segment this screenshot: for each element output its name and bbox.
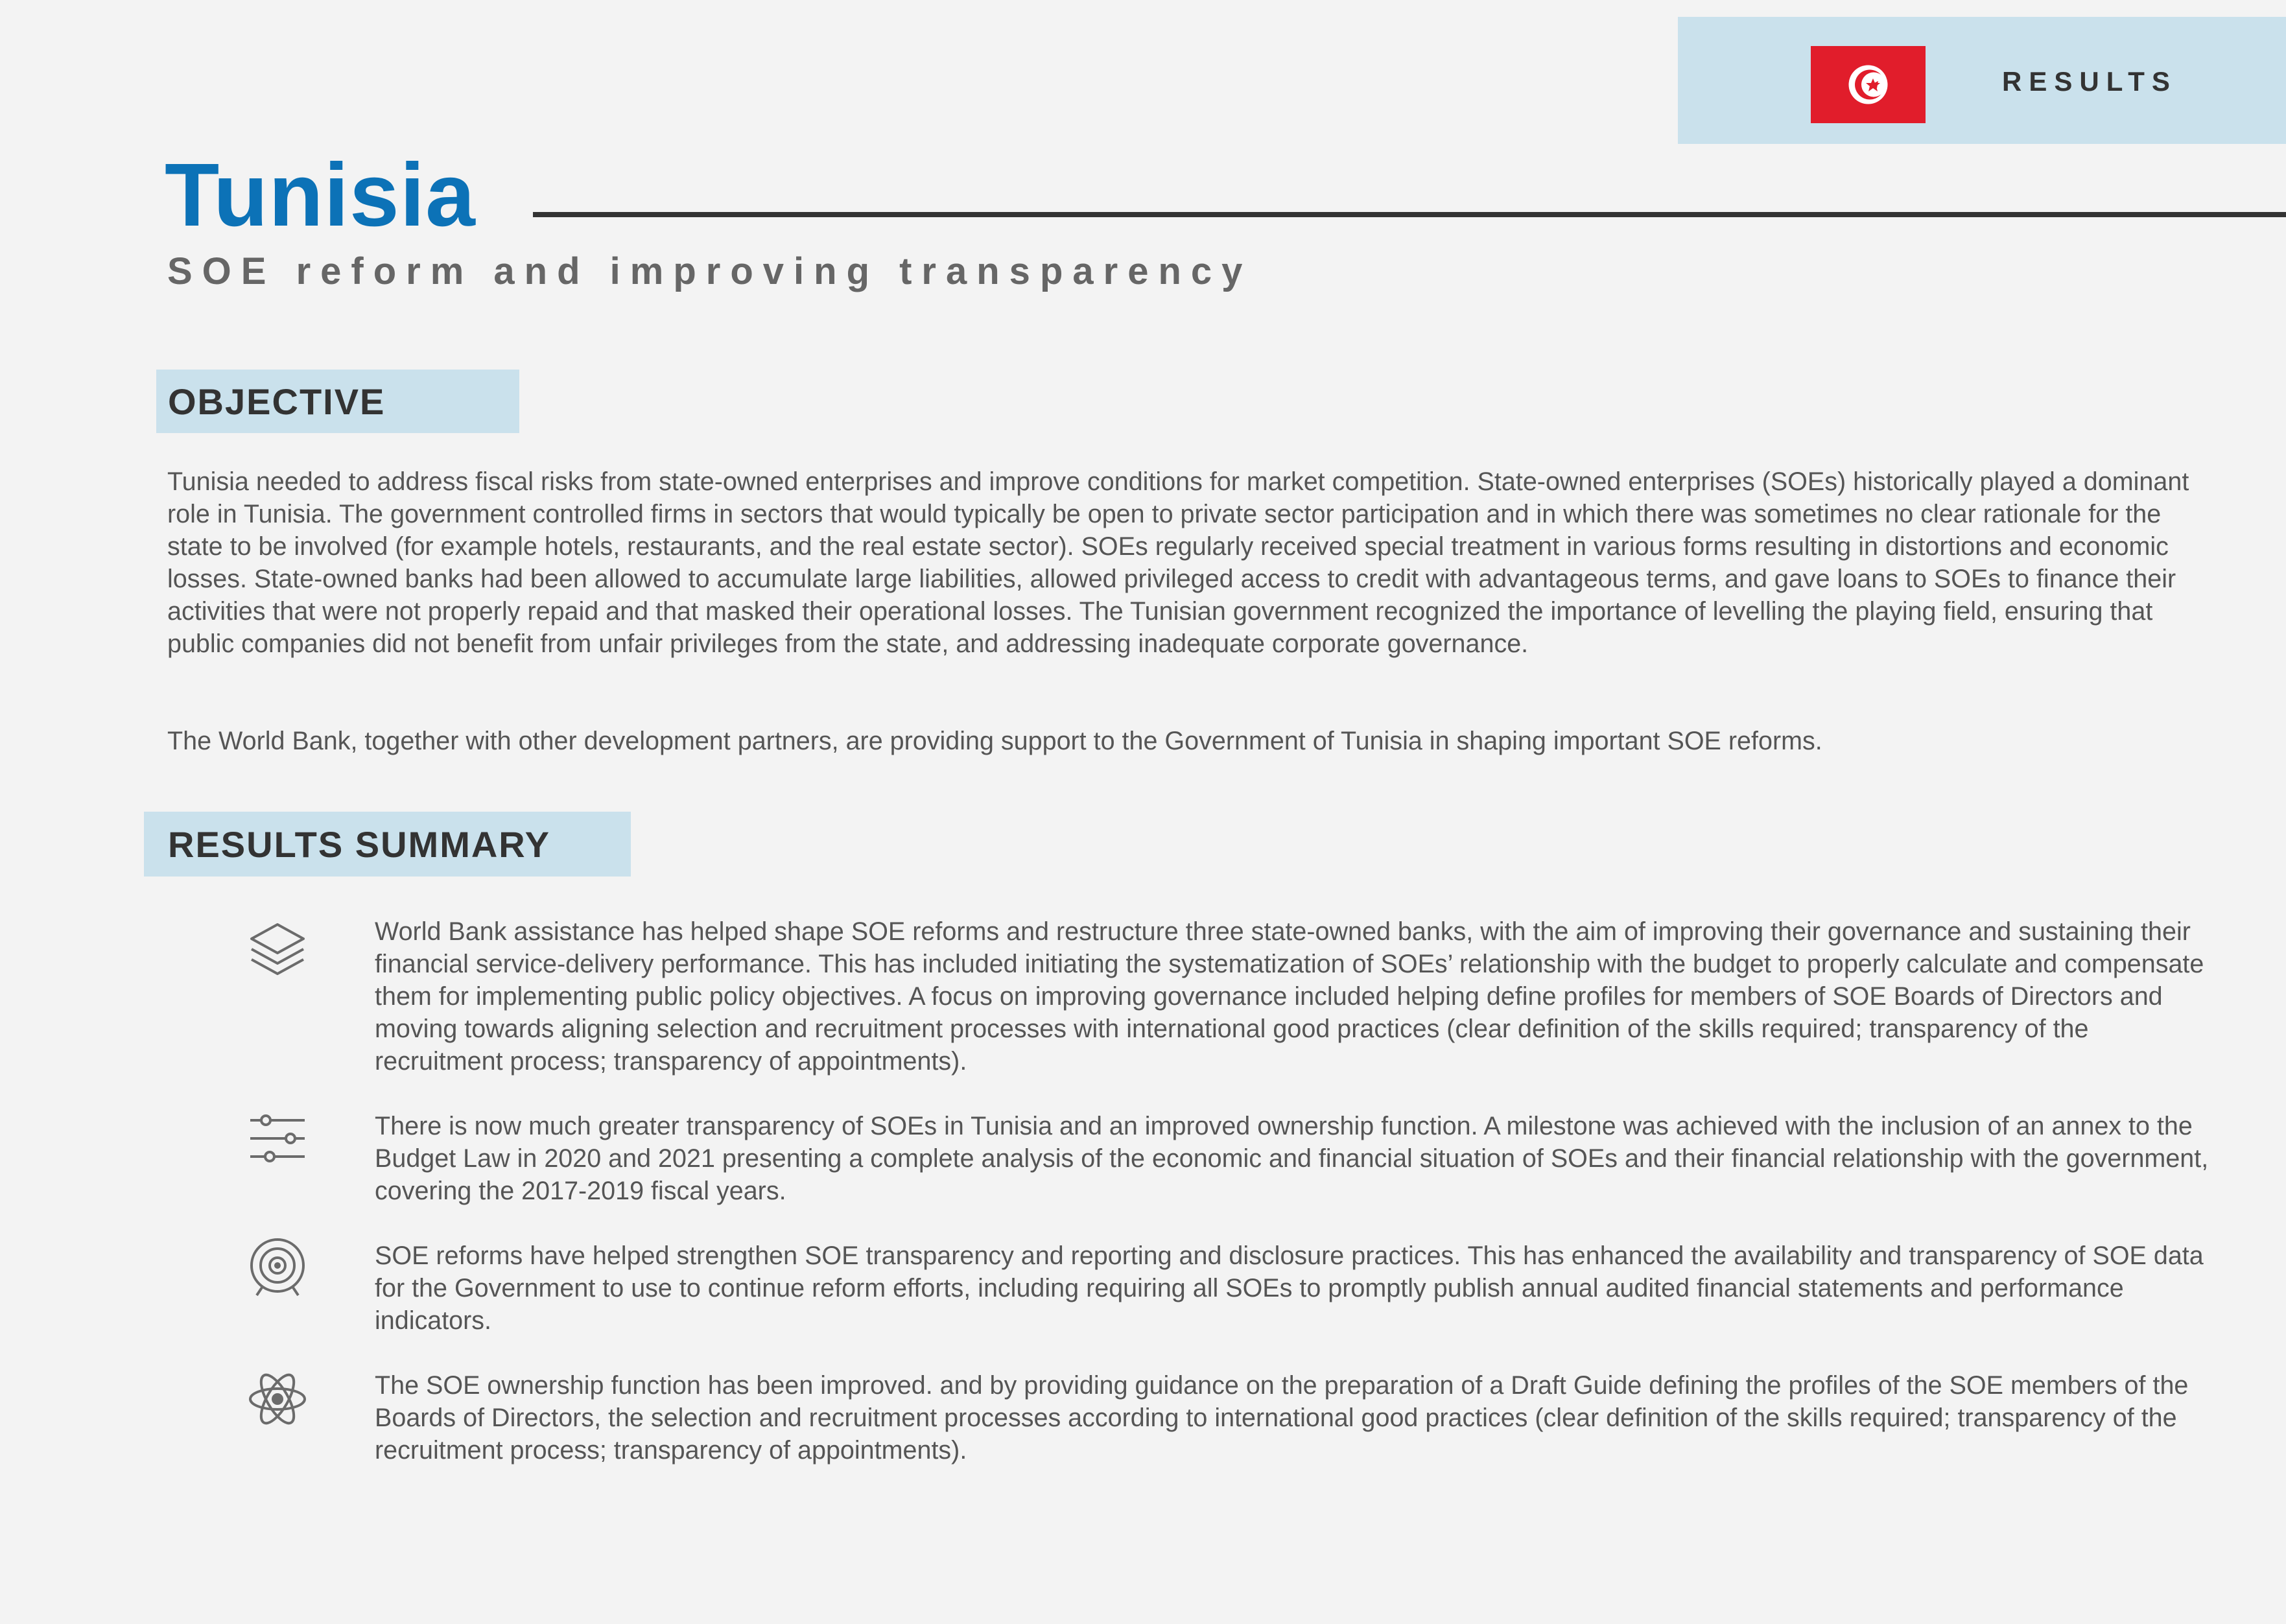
title-divider bbox=[533, 212, 2286, 217]
result-item-3: SOE reforms have helped strengthen SOE transparency and reporting and disclosure practices. This has enhanced the availability and transparency of SOE data for the Government to use to continue reform efforts, including requiring all SOEs to promptly publish annual audited financial statements and performance indicators. bbox=[375, 1242, 2204, 1335]
objective-heading bbox=[156, 370, 519, 433]
layers-icon bbox=[248, 919, 307, 979]
section-label: RESULTS bbox=[2002, 66, 2177, 97]
result-item-1: World Bank assistance has helped shape SOE reforms and restructure three state-owned banks, with the aim of improving their governance and sustaining their financial service-delivery performance. This has included initiating the systematization of SOEs’ relationship with the budget to properly calculate and compensate them for implementing public policy objectives. A focus on improving governance included helping define profiles for members of SOE Boards of Directors and moving towards aligning selection and recruitment processes with international good practices (clear definition of the skills required; transparency of the recruitment process; transparency of appointments). bbox=[375, 917, 2204, 1076]
result-item-2: There is now much greater transparency of SOEs in Tunisia and an improved ownership function. A milestone was achieved with the inclusion of an annex to the Budget Law in 2020 and 2021 presenting a complete analysis of the economic and financial situation of SOEs and their financial relationship with the government, covering the 2017-2019 fiscal years. bbox=[375, 1112, 2209, 1205]
atom-icon bbox=[248, 1369, 307, 1429]
page-title: Tunisia bbox=[165, 145, 476, 245]
target-icon bbox=[248, 1237, 307, 1297]
tunisia-flag-icon bbox=[1811, 46, 1926, 123]
objective-heading-label: OBJECTIVE bbox=[168, 381, 386, 422]
result-item-4: The SOE ownership function has been improved. and by providing guidance on the preparation of a Draft Guide defining the profiles of the SOE members of the Boards of Directors, the selection and recruitment processes according to international good practices (clear definition of the skills required; transparency of the recruitment process; transparency of appointments). bbox=[375, 1371, 2189, 1465]
objective-paragraph-support: The World Bank, together with other development partners, are providing support to the Government of Tunisia in shaping important SOE reforms. bbox=[167, 727, 1822, 755]
page-subtitle: SOE reform and improving transparency bbox=[167, 250, 1253, 292]
results-summary-heading bbox=[144, 812, 631, 877]
sliders-icon bbox=[248, 1110, 307, 1170]
results-summary-heading-label: RESULTS SUMMARY bbox=[168, 823, 550, 865]
header-band bbox=[1678, 17, 2286, 144]
objective-paragraph: Tunisia needed to address fiscal risks from state-owned enterprises and improve conditions for market competition. State-owned enterprises (SOEs) historically played a dominant role in Tunisia. The government controlled firms in sectors that would typically be open to private sector participation and in which there was sometimes no clear rationale for the state to be involved (for example hotels, restaurants, and the real estate sector). SOEs regularly received special treatment in various forms resulting in distortions and economic losses. State-owned banks had been allowed to accumulate large liabilities, allowed privileged access to credit with advantageous terms, and gave loans to SOEs to finance their activities that were not properly repaid and that masked their operational losses. The Tunisian government recognized the importance of levelling the playing field, ensuring that public companies did not benefit from unfair privileges from the state, and addressing inadequate corporate governance. bbox=[167, 467, 2189, 658]
